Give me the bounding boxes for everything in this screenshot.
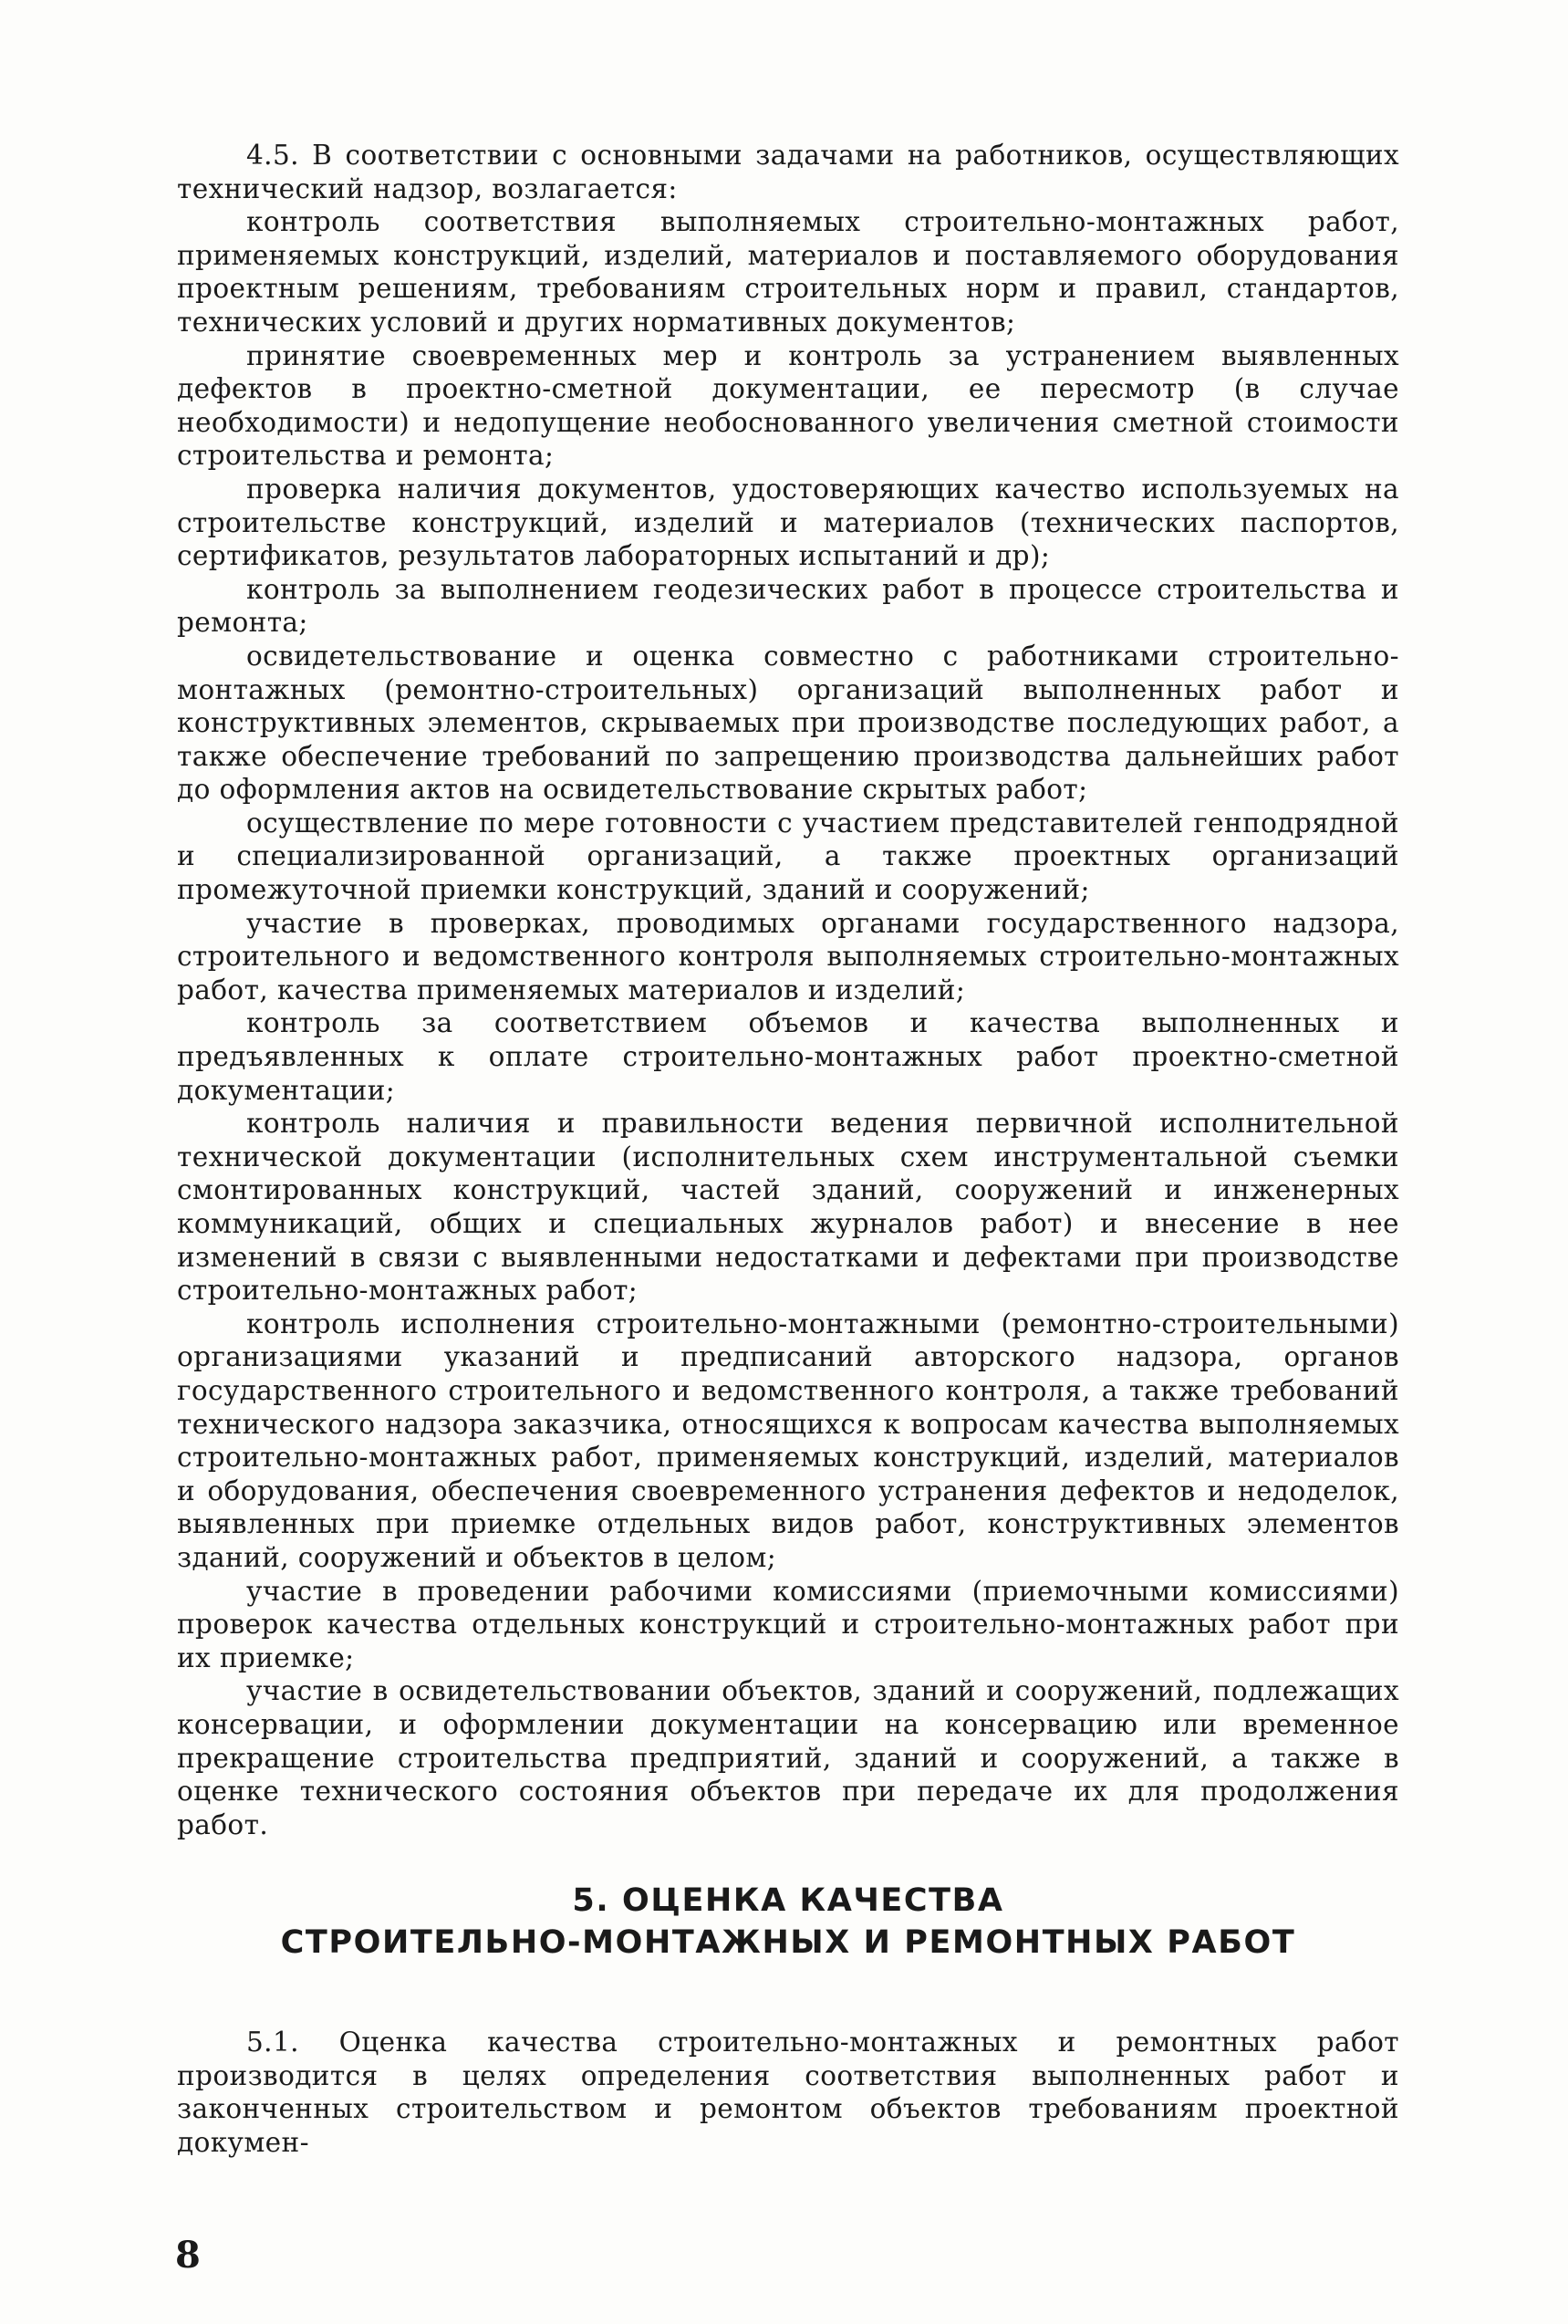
- section-4-text: [177, 139, 1399, 1841]
- page-number: 8: [175, 2234, 201, 2277]
- duty-item: принятие своевременных мер и контроль за устранением выявленных дефектов в проектно-сметной документации, ее пересмотр (в случае необходимости) и недопущение необоснованного увеличения сметной стоимости строительства и ремонта;: [177, 339, 1399, 472]
- duty-item: участие в проверках, проводимых органами государственного надзора, строительного и ведомственного контроля выполняемых строительно-монтажных работ, качества применяемых материалов и изделий;: [177, 907, 1399, 1006]
- duty-item: проверка наличия документов, удостоверяющих качество используемых на строительстве конструкций, изделий и материалов (технических паспортов, сертификатов, результатов лабораторных испытаний и др);: [177, 473, 1399, 572]
- section-5-heading-line-2: СТРОИТЕЛЬНО-МОНТАЖНЫХ И РЕМОНТНЫХ РАБОТ: [280, 1924, 1296, 1961]
- duty-item: осуществление по мере готовности с участием представителей генподрядной и специализированной организаций, а также проектных организаций промежуточной приемки конструкций, зданий и сооружений;: [177, 807, 1399, 906]
- duty-item: контроль за выполнением геодезических работ в процессе строительства и ремонта;: [177, 573, 1399, 639]
- duty-item: контроль исполнения строительно-монтажными (ремонтно-строительными) организациями указаний и предписаний авторского надзора, органов государственного строительного и ведомственного контроля, а также требований технического надзора заказчика, относящихся к вопросам качества выполняемых строительно-монтажных работ, применяемых конструкций, изделий, материалов и оборудования, обеспечения своевременного устранения дефектов и недоделок, выявленных при приемке отдельных видов работ, конструктивных элементов зданий, сооружений и объектов в целом;: [177, 1308, 1399, 1573]
- duty-item: контроль за соответствием объемов и качества выполненных и предъявленных к оплате строительно-монтажных работ проектно-сметной документации;: [177, 1007, 1399, 1106]
- paragraph-5-1: 5.1. Оценка качества строительно-монтажных и ремонтных работ производится в целях определения соответствия выполненных работ и законченных строительством и ремонтом объектов требованиям проектной докумен-: [177, 2027, 1399, 2158]
- duty-item: контроль наличия и правильности ведения первичной исполнительной технической документации (исполнительных схем инструментальной съемки смонтированных конструкций, частей зданий, сооружений и инженерных коммуникаций, общих и специальных журналов работ) и внесение в нее изменений в связи с выявленными недостатками и дефектами при производстве строительно-монтажных работ;: [177, 1108, 1399, 1307]
- paragraph-4-5-intro: 4.5. В соответствии с основными задачами на работников, осуществляющих технический надзор, возлагается:: [177, 140, 1399, 204]
- duty-item: освидетельствование и оценка совместно с работниками строительно-монтажных (ремонтно-строительных) организаций выполненных работ и конструктивных элементов, скрываемых при производстве последующих работ, а также обеспечение требований по запрещению производства дальнейших работ до оформления актов на освидетельствование скрытых работ;: [177, 640, 1399, 806]
- duty-item: участие в освидетельствовании объектов, зданий и сооружений, подлежащих консервации, и оформлении документации на консервацию или временное прекращение строительства предприятий, зданий и сооружений, а также в оценке технического состояния объектов при передаче их для продолжения работ.: [177, 1675, 1399, 1840]
- section-5-heading-line-1: 5. ОЦЕНКА КАЧЕСТВА: [572, 1882, 1004, 1919]
- section-5-text: [177, 2026, 1399, 2159]
- duty-item: контроль соответствия выполняемых строительно-монтажных работ, применяемых конструкций, изделий, материалов и поставляемого оборудования проектным решениям, требованиям строительных норм и правил, стандартов, технических условий и других нормативных документов;: [177, 206, 1399, 338]
- duty-item: участие в проведении рабочими комиссиями (приемочными комиссиями) проверок качества отдельных конструкций и строительно-монтажных работ при их приемке;: [177, 1575, 1399, 1673]
